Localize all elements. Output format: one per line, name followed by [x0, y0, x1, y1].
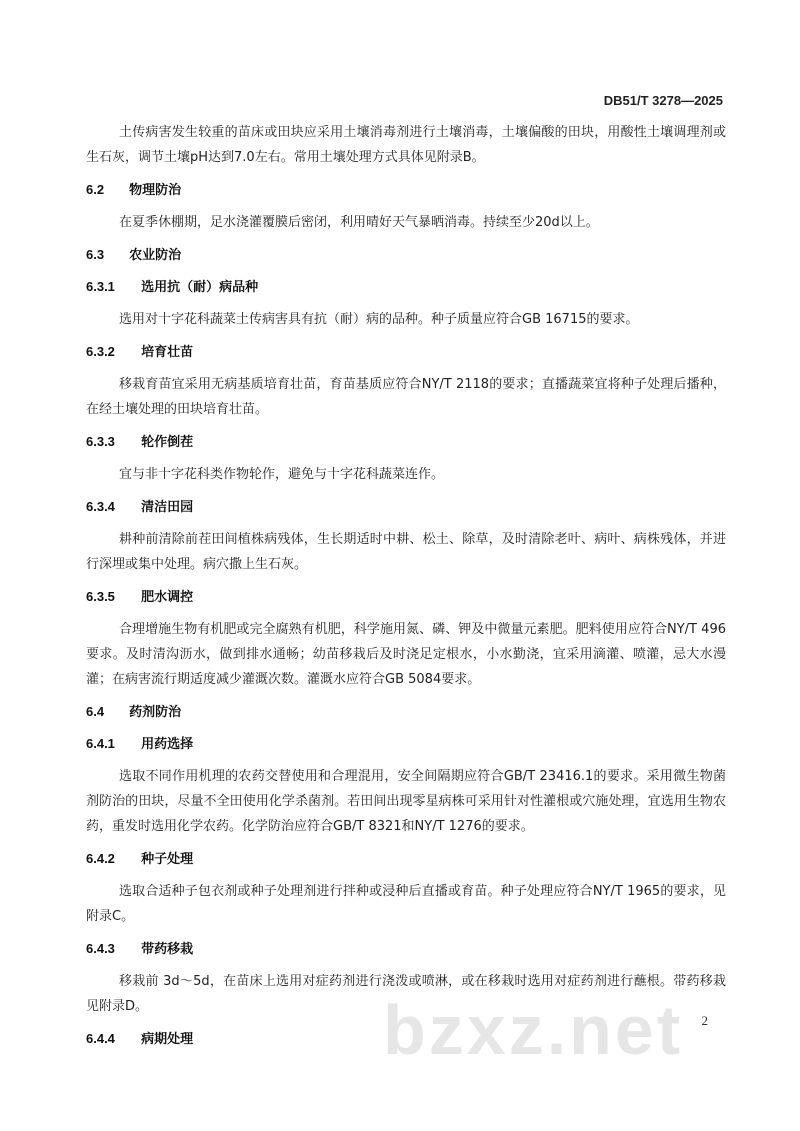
paragraph: 选取不同作用机理的农药交替使用和合理混用，安全间隔期应符合GB/T 23416.1的要求。采用微生物菌剂防治的田块，尽量不全田使用化学杀菌剂。若田间出现零星病株可采用针对性灌根或穴施处理，宜选用生物农药，重发时选用化学农药。化学防治应符合GB/T 8321和NY/T 1276的要求。: [86, 769, 726, 834]
document-code: DB51/T 3278—2025: [603, 93, 723, 108]
section-number: 6.3.1: [86, 279, 115, 294]
section-title: 药剂防治: [129, 705, 182, 720]
section-title: 病期处理: [141, 1032, 194, 1047]
paragraph: 移栽育苗宜采用无病基质培育壮苗，育苗基质应符合NY/T 2118的要求；直播蔬菜宜将种子处理后播种，在经土壤处理的田块培育壮苗。: [86, 377, 726, 417]
section-number: 6.3: [86, 247, 105, 262]
paragraph: 选取合适种子包衣剂或种子处理剂进行拌种或浸种后直播或育苗。种子处理应符合NY/T 1965的要求，见附录C。: [86, 884, 726, 924]
section-heading: [86, 586, 726, 609]
section-number: 6.3.2: [86, 344, 115, 359]
section-number: 6.4.4: [86, 1031, 115, 1046]
section-title: 肥水调控: [141, 590, 194, 605]
section-heading: [86, 341, 726, 364]
section-title: 带药移栽: [141, 942, 194, 957]
section-heading: [86, 496, 726, 519]
section-number: 6.4.1: [86, 736, 115, 751]
section-heading: [86, 733, 726, 756]
section-number: 6.2: [86, 182, 105, 197]
section-number: 6.3.3: [86, 434, 115, 449]
section-title: 培育壮苗: [141, 345, 194, 360]
paragraph: 耕种前清除前茬田间植株病残体，生长期适时中耕、松土、除草，及时清除老叶、病叶、病株残体，并进行深埋或集中处理。病穴撒上生石灰。: [86, 532, 726, 572]
page-number: 2: [701, 1013, 708, 1028]
section-heading: [86, 848, 726, 871]
paragraph: 选用对十字花科蔬菜土传病害具有抗（耐）病的品种。种子质量应符合GB 16715的要求。: [119, 312, 639, 327]
section-title: 清洁田园: [141, 500, 194, 515]
section-heading: [86, 244, 726, 267]
section-heading: [86, 701, 726, 724]
section-number: 6.3.5: [86, 589, 115, 604]
section-number: 6.4: [86, 704, 105, 719]
section-title: 用药选择: [141, 737, 194, 752]
paragraph: 宜与非十字花科类作物轮作，避免与十字花科蔬菜连作。: [119, 467, 445, 482]
section-title: 选用抗（耐）病品种: [141, 280, 259, 295]
section-heading: [86, 276, 726, 299]
section-number: 6.3.4: [86, 499, 115, 514]
section-number: 6.4.3: [86, 941, 115, 956]
section-heading: [86, 938, 726, 961]
paragraph: 土传病害发生较重的苗床或田块应采用土壤消毒剂进行土壤消毒，土壤偏酸的田块，用酸性土壤调理剂或生石灰，调节土壤pH达到7.0左右。常用土壤处理方式具体见附录B。: [86, 125, 726, 165]
document-body: [86, 120, 726, 1051]
paragraph: 移栽前 3d～5d，在苗床上选用对症药剂进行浇泼或喷淋，或在移栽时选用对症药剂进行蘸根。带药移栽见附录D。: [86, 974, 726, 1014]
paragraph: 合理增施生物有机肥或完全腐熟有机肥，科学施用氮、磷、钾及中微量元素肥。肥料使用应符合NY/T 496要求。及时清沟沥水，做到排水通畅；幼苗移栽后及时浇足定根水，小水勤浇，宜采用滴灌、喷灌，忌大水漫灌；在病害流行期适度减少灌溉次数。灌溉水应符合GB 5084要求。: [86, 622, 726, 687]
section-heading: [86, 431, 726, 454]
section-number: 6.4.2: [86, 851, 115, 866]
section-heading: [86, 179, 726, 202]
section-title: 轮作倒茬: [141, 435, 194, 450]
watermark: bzxz.net: [383, 991, 684, 1069]
section-title: 种子处理: [141, 852, 194, 867]
section-title: 农业防治: [129, 248, 182, 263]
paragraph: 在夏季休棚期，足水浇灌覆膜后密闭，利用晴好天气暴晒消毒。持续至少20d以上。: [119, 215, 599, 230]
section-title: 物理防治: [129, 183, 182, 198]
